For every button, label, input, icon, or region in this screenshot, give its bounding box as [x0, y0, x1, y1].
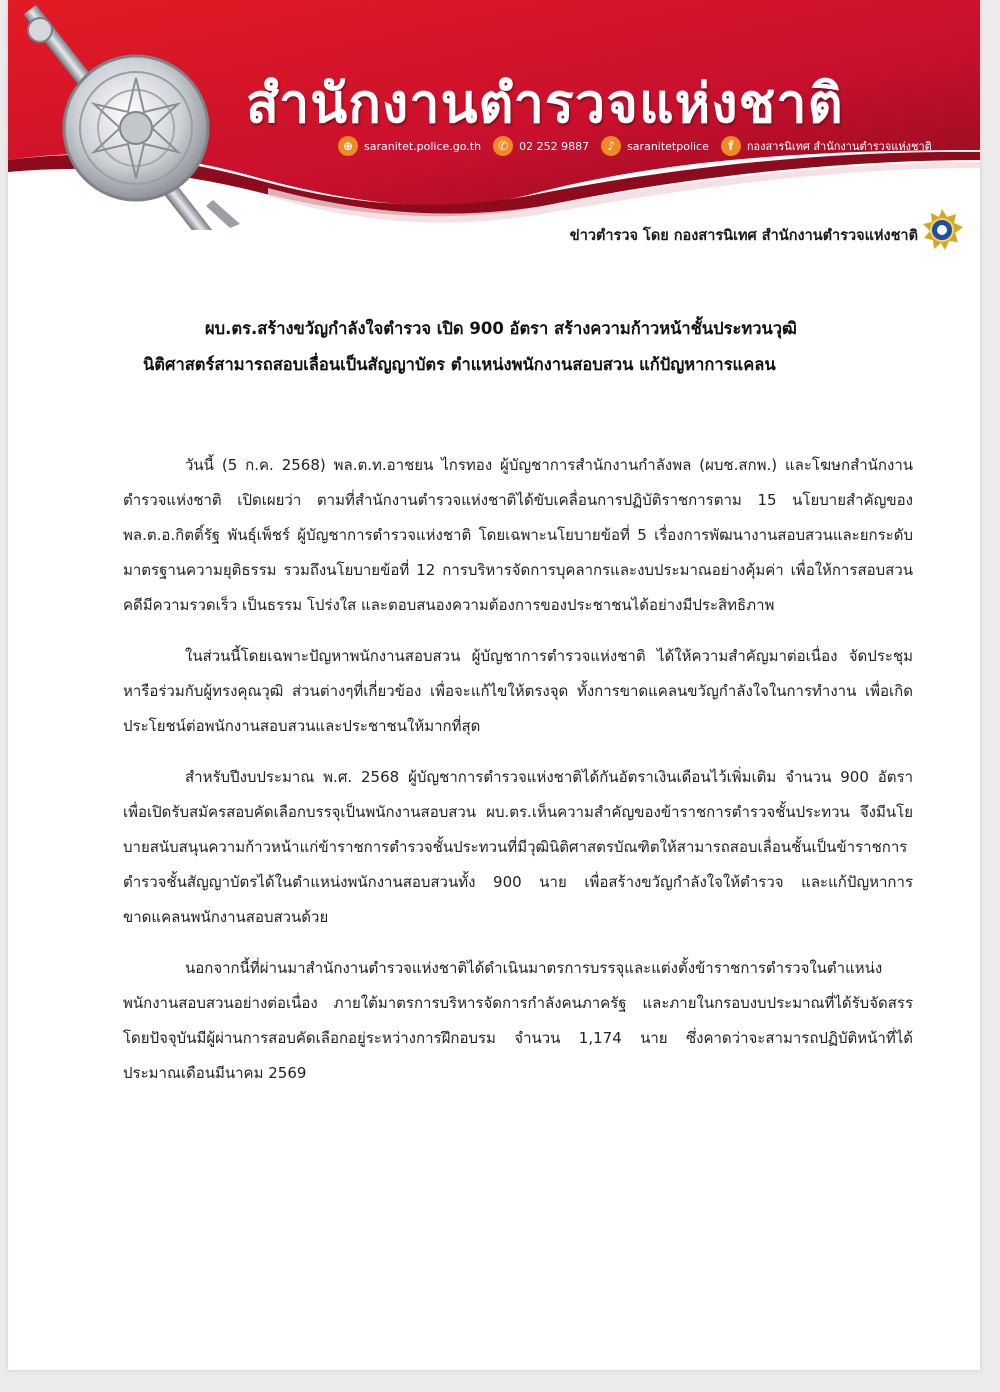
facebook-text: กองสารนิเทศ สำนักงานตำรวจแห่งชาติ [746, 140, 932, 153]
contact-tiktok[interactable] [601, 136, 709, 156]
globe-icon: ⊕ [338, 136, 358, 156]
paragraph: นอกจากนี้ที่ผ่านมาสำนักงานตำรวจแห่งชาติได้ดำเนินมาตรการบรรจุและแต่งตั้งข้าราชการตำรวจในตำแหน่งพนักงานสอบสวนอย่างต่อเนื่อง ภายใต้มาตรการบริหารจัดการกำลังคนภาครัฐ และภายในกรอบงบประมาณที่ได้รับจัดสรร โดยปัจจุบันมีผู้ผ่านการสอบคัดเลือกอยู่ระหว่างการฝึกอบรม จำนวน 1,174 นาย ซึ่งคาดว่าจะสามารถปฏิบัติหน้าที่ได้ประมาณเดือนมีนาคม 2569 [123, 959, 913, 1082]
website-text: saranitet.police.go.th [364, 139, 482, 153]
contact-facebook[interactable] [721, 136, 932, 156]
headline-line-2: นิติศาสตร์สามารถสอบเลื่อนเป็นสัญญาบัตร ตำแหน่งพนักงานสอบสวน แก้ปัญหาการแคลน [143, 355, 776, 374]
contact-bar [338, 134, 944, 158]
phone-text: 02 252 9887 [519, 139, 590, 153]
organization-title: สำนักงานตำรวจแห่งชาติ [246, 72, 844, 135]
news-byline: ข่าวตำรวจ โดย กองสารนิเทศ สำนักงานตำรวจแห่งชาติ [569, 228, 918, 244]
article-body [123, 448, 913, 1107]
contact-website[interactable] [338, 136, 481, 156]
header-banner [8, 0, 980, 230]
contact-phone[interactable] [493, 136, 589, 156]
paragraph: ในส่วนนี้โดยเฉพาะปัญหาพนักงานสอบสวน ผู้บัญชาการตำรวจแห่งชาติ ได้ให้ความสำคัญมาต่อเนื่อง จัดประชุมหารือร่วมกับผู้ทรงคุณวุฒิ ส่วนต่างๆที่เกี่ยวข้อง เพื่อจะแก้ไขให้ตรงจุด ทั้งการขาดแคลนขวัญกำลังใจในการทำงาน เพื่อเกิดประโยชน์ต่อพนักงานสอบสวนและประชาชนให้มากที่สุด [123, 647, 913, 735]
paragraph: สำหรับปีงบประมาณ พ.ศ. 2568 ผู้บัญชาการตำรวจแห่งชาติได้กันอัตราเงินเดือนไว้เพิ่มเติม จำนวน 900 อัตรา เพื่อเปิดรับสมัครสอบคัดเลือกบรรจุเป็นพนักงานสอบสวน ผบ.ตร.เห็นความสำคัญของข้าราชการตำรวจชั้นประทวน จึงมีนโยบายสนับสนุนความก้าวหน้าแก่ข้าราชการตำรวจชั้นประทวนที่มีวุฒินิติศาสตรบัณฑิตให้สามารถสอบเลื่อนชั้นเป็นข้าราชการตำรวจชั้นสัญญาบัตรได้ในตำแหน่งพนักงานสอบสวนทั้ง 900 นาย เพื่อสร้างขวัญกำลังใจให้ตำรวจ และแก้ปัญหาการขาดแคลนพนักงานสอบสวนด้วย [123, 768, 913, 926]
police-badge-icon [920, 208, 964, 252]
paragraph: วันนี้ (5 ก.ค. 2568) พล.ต.ท.อาชยน ไกรทอง ผู้บัญชาการสำนักงานกำลังพล (ผบช.สกพ.) และโฆษกสำนักงานตำรวจแห่งชาติ เปิดเผยว่า ตามที่สำนักงานตำรวจแห่งชาติได้ขับเคลื่อนการปฏิบัติราชการตาม 15 นโยบายสำคัญของ พล.ต.อ.กิตติ์รัฐ พันธุ์เพ็ชร์ ผู้บัญชาการตำรวจแห่งชาติ โดยเฉพาะนโยบายข้อที่ 5 เรื่องการพัฒนางานสอบสวนและยกระดับมาตรฐานความยุติธรรม รวมถึงนโยบายข้อที่ 12 การบริหารจัดการบุคลากรและงบประมาณอย่างคุ้มค่า เพื่อให้การสอบสวนคดีมีความรวดเร็ว เป็นธรรม โปร่งใส และตอบสนองความต้องการของประชาชนได้อย่างมีประสิทธิภาพ [123, 456, 913, 614]
headline-line-1: ผบ.ตร.สร้างขวัญกำลังใจตำรวจ เปิด 900 อัตรา สร้างความก้าวหน้าชั้นประทวนวุฒิ [205, 319, 797, 338]
phone-icon: ✆ [493, 136, 513, 156]
police-seal-icon [64, 56, 208, 200]
document-page [8, 0, 980, 1370]
facebook-icon: f [721, 136, 741, 156]
tiktok-text: saranitetpolice [627, 139, 709, 153]
tiktok-icon: ♪ [601, 136, 621, 156]
